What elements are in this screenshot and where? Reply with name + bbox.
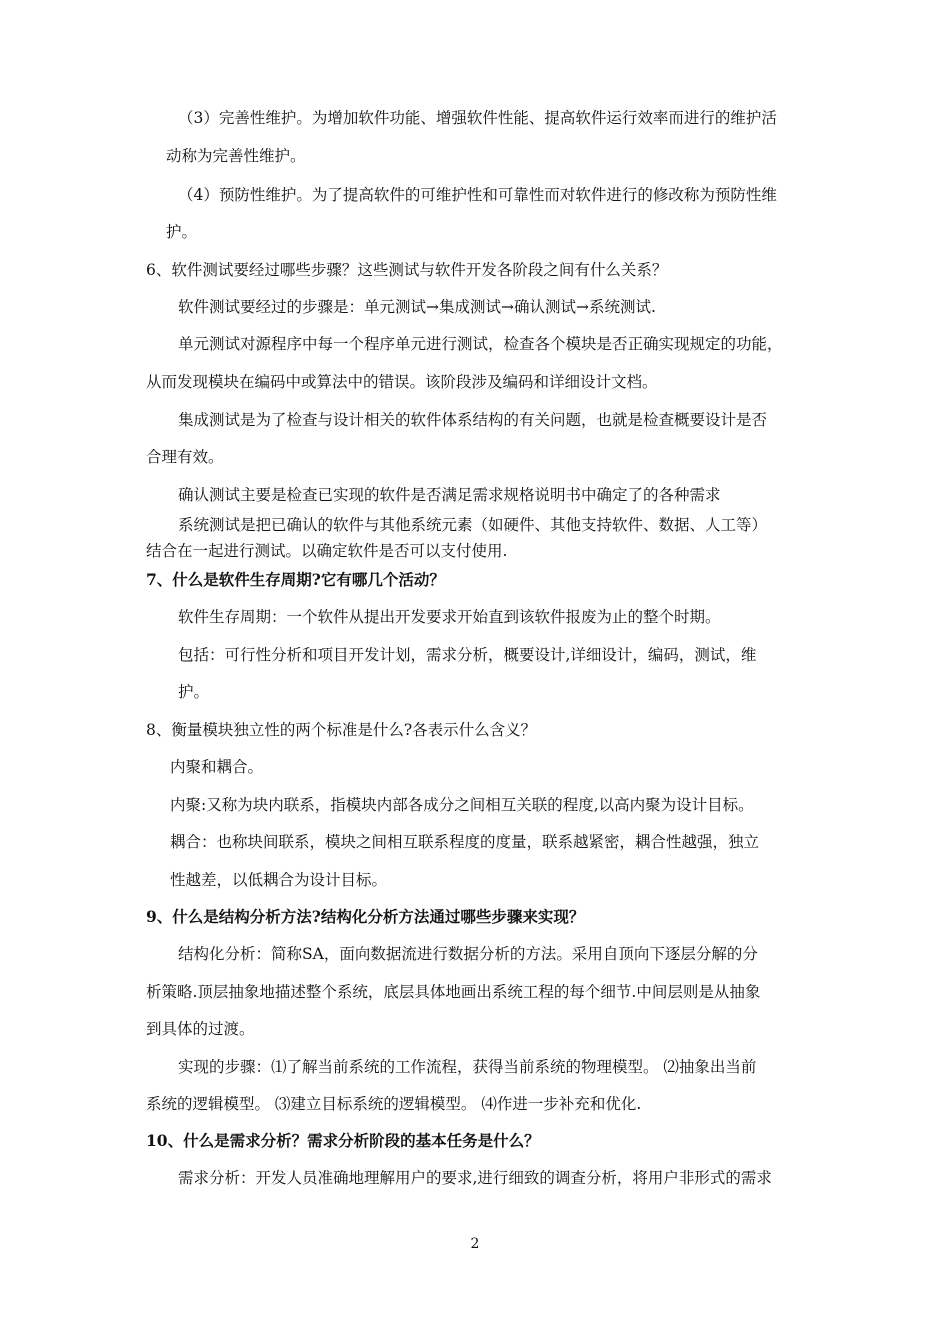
text-line: 系统测试是把已确认的软件与其他系统元素（如硬件、其他支持软件、数据、人工等） <box>178 516 768 534</box>
text-line: 确认测试主要是检查已实现的软件是否满足需求规格说明书中确定了的各种需求 <box>178 486 721 504</box>
text-line: 软件生存周期：一个软件从提出开发要求开始直到该软件报废为止的整个时期。 <box>178 608 721 626</box>
text-line: 需求分析：开发人员准确地理解用户的要求,进行细致的调查分析，将用户非形式的需求 <box>178 1169 772 1187</box>
page-number: 2 <box>470 1236 480 1252</box>
text-line: 系统的逻辑模型。 ⑶建立目标系统的逻辑模型。 ⑷作进一步补充和优化. <box>146 1095 642 1113</box>
text-line: 结合在一起进行测试。以确定软件是否可以支付使用. <box>146 542 508 560</box>
text-line: 内聚:又称为块内联系，指模块内部各成分之间相互关联的程度,以高内聚为设计目标。 <box>170 796 754 814</box>
text-line: 实现的步骤：⑴了解当前系统的工作流程，获得当前系统的物理模型。 ⑵抽象出当前 <box>178 1058 757 1076</box>
text-line: 性越差，以低耦合为设计目标。 <box>170 871 388 889</box>
text-line: 护。 <box>166 223 198 241</box>
text-line: 软件测试要经过的步骤是：单元测试→集成测试→确认测试→系统测试. <box>178 298 656 316</box>
text-line: 动称为完善性维护。 <box>166 147 306 165</box>
text-line: 合理有效。 <box>146 448 224 466</box>
text-line: 到具体的过渡。 <box>146 1020 255 1038</box>
text-line: 从而发现模块在编码中或算法中的错误。该阶段涉及编码和详细设计文档。 <box>146 373 658 391</box>
text-line: 析策略.顶层抽象地描述整个系统，底层具体地画出系统工程的每个细节.中间层则是从抽象 <box>146 983 761 1001</box>
question-heading: 7、什么是软件生存周期?它有哪几个活动？ <box>146 570 445 589</box>
text-line: 结构化分析：简称SA，面向数据流进行数据分析的方法。采用自顶向下逐层分解的分 <box>178 945 758 963</box>
text-line: （3）完善性维护。为增加软件功能、增强软件性能、提高软件运行效率而进行的维护活 <box>178 109 777 127</box>
question-heading: 10、什么是需求分析？需求分析阶段的基本任务是什么？ <box>146 1131 540 1150</box>
text-line: 单元测试对源程序中每一个程序单元进行测试，检查各个模块是否正确实现规定的功能， <box>178 335 783 353</box>
text-line: 集成测试是为了检查与设计相关的软件体系结构的有关问题，也就是检查概要设计是否 <box>178 411 768 429</box>
text-line: 包括：可行性分析和项目开发计划，需求分析，概要设计,详细设计，编码，测试，维 <box>178 646 757 664</box>
text-line: 耦合：也称块间联系，模块之间相互联系程度的度量，联系越紧密，耦合性越强，独立 <box>170 833 760 851</box>
text-line: 护。 <box>178 683 210 701</box>
text-line: 内聚和耦合。 <box>170 758 264 776</box>
question-heading: 8、衡量模块独立性的两个标准是什么?各表示什么含义？ <box>146 721 537 739</box>
question-heading: 9、什么是结构分析方法?结构化分析方法通过哪些步骤来实现？ <box>146 907 585 926</box>
question-heading: 6、软件测试要经过哪些步骤？这些测试与软件开发各阶段之间有什么关系？ <box>146 261 668 279</box>
text-line: （4）预防性维护。为了提高软件的可维护性和可靠性而对软件进行的修改称为预防性维 <box>178 186 777 204</box>
